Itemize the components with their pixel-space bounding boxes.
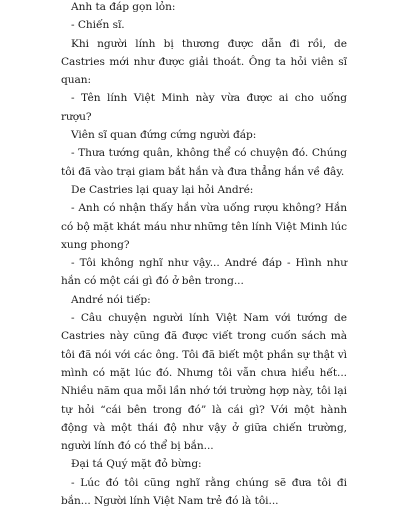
paragraph: Anh ta đáp gọn lỏn:: [71, 1, 176, 13]
paragraph: - Anh có nhận thấy hắn vừa uống rượu không? Hắn có bộ mặt khát máu như những tên lính Việt Minh lúc xung phong?: [61, 202, 347, 251]
paragraph: - Lúc đó tôi cũng nghĩ rằng chúng sẽ đưa tôi đi bắn... Người lính Việt Nam trẻ đó là tôi...: [61, 476, 347, 508]
paragraph: - Tên lính Việt Minh này vừa được ai cho uống rượu?: [61, 92, 347, 123]
body-text: [61, 0, 347, 510]
paragraph: De Castries lại quay lại hỏi André:: [71, 183, 254, 196]
paragraph: - Câu chuyện người lính Việt Nam với tướng de Castries này cũng đã được viết trong cuốn sách mà tôi đã nói với các ông. Tôi đã biết một phần sự thật vì mình có mặt lúc đó. Nhưng tôi vẫn chưa hiểu hết... Nhiều năm qua mỗi lần nhớ tới trường hợp này, tôi lại tự hỏi “cái bên trong đó” là cái gì? Với một hành động và một thái độ như vậy ở giữa chiến trường, người lính đó có thể bị bắn...: [61, 312, 347, 453]
paragraph: - Chiến sĩ.: [71, 19, 125, 32]
paragraph: - Tôi không nghĩ như vậy... André đáp - Hình như hắn có một cái gì đó ở bên trong...: [61, 257, 347, 288]
paragraph: Khi người lính bị thương được dẫn đi rồi, de Castries mới như được giải thoát. Ông ta hỏi viên sĩ quan:: [61, 37, 347, 87]
paragraph: - Thưa tướng quân, không thể có chuyện đó. Chúng tôi đã vào trại giam bắt hắn và đưa thẳng hắn về đây.: [61, 147, 347, 178]
paragraph: Viên sĩ quan đứng cứng người đáp:: [71, 129, 257, 142]
paragraph: Đại tá Quý mặt đỏ bừng:: [71, 458, 202, 471]
paragraph: André nói tiếp:: [71, 293, 151, 306]
